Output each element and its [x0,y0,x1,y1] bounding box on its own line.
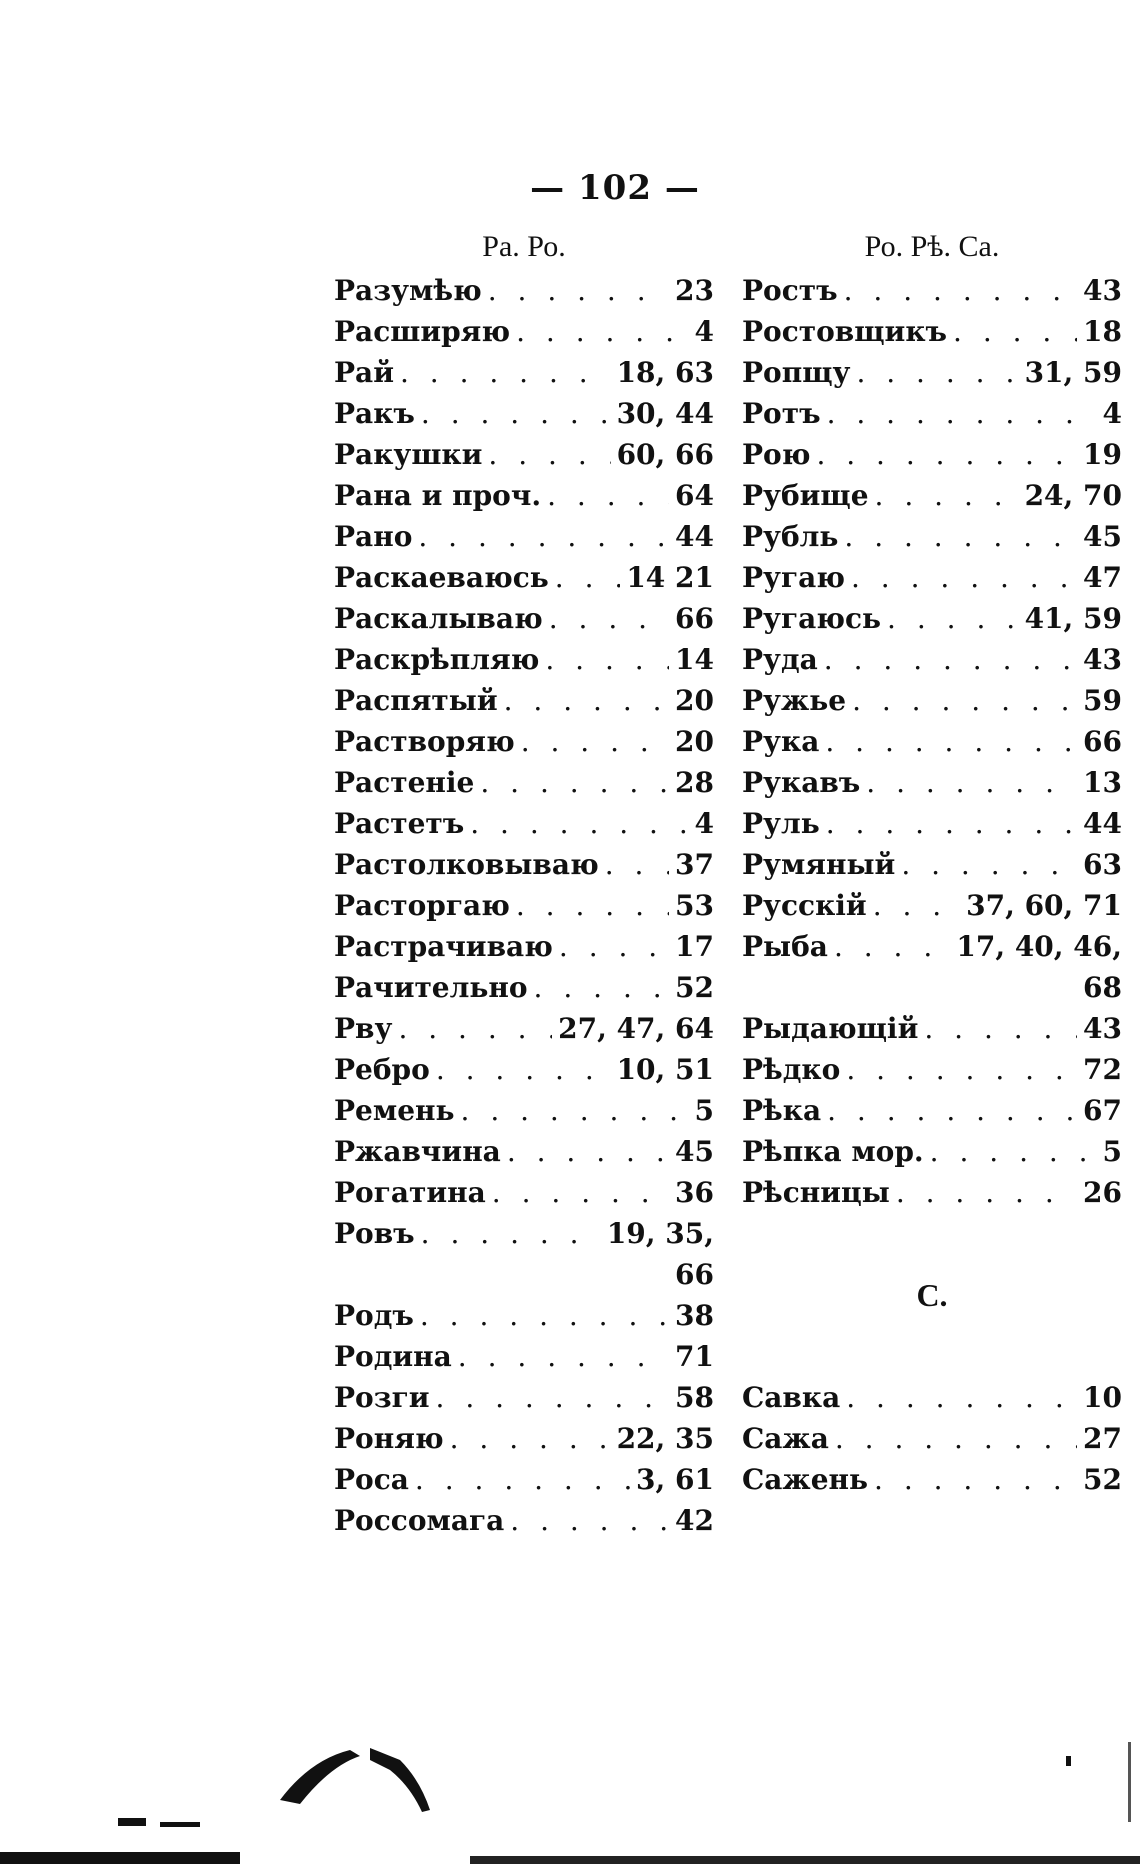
leader-dots [488,270,669,311]
index-entry [334,721,714,762]
leader-dots [844,516,1077,557]
entry-page-refs: 36 [675,1176,714,1209]
index-entry [334,680,714,721]
entry-page-refs: 20 [675,684,714,717]
entry-word: Раскалываю [334,602,543,635]
entry-page-refs: 19 [1083,438,1122,471]
entry-page-refs: 66 [675,1258,714,1291]
entry-page-refs: 38 [675,1299,714,1332]
leader-dots [844,270,1077,311]
leader-dots [421,393,611,434]
entry-page-refs: 47 [1083,561,1122,594]
entry-word: Родина [334,1340,452,1373]
entry-word: Рою [742,438,811,471]
leader-dots [516,311,688,352]
leader-dots [826,803,1077,844]
leader-dots [516,885,669,926]
entry-page-refs: 45 [1083,520,1122,553]
entry-page-refs: 45 [675,1135,714,1168]
index-entry [742,311,1122,352]
entry-page-refs: 44 [1083,807,1122,840]
entry-word: Россомага [334,1504,505,1537]
entry-word: Сажень [742,1463,869,1496]
entry-word: Распятый [334,684,498,717]
leader-dots [856,352,1018,393]
entry-word: Рубль [742,520,839,553]
index-entry [742,639,1122,680]
leader-dots [874,1459,1077,1500]
index-entry [334,1090,714,1131]
leader-dots [521,721,669,762]
leader-dots [605,844,669,885]
leader-dots [436,1377,670,1418]
entry-page-refs: 30, 44 [616,397,714,430]
leader-dots [545,639,669,680]
entry-page-refs: 42 [675,1504,714,1537]
leader-dots [824,639,1077,680]
entry-page-refs: 63 [1083,848,1122,881]
index-entry [334,434,714,475]
entry-word: Рай [334,356,394,389]
entry-word: Рачительно [334,971,528,1004]
index-entry [742,270,1122,311]
leader-dots [549,598,669,639]
entry-page-refs: 4 [1102,397,1122,430]
entry-page-refs: 44 [675,520,714,553]
index-entry [742,1049,1122,1090]
spacer [742,1336,1122,1377]
leader-dots [901,844,1077,885]
leader-dots [924,1008,1077,1049]
entry-word: Растетъ [334,807,465,840]
index-entry [742,1377,1122,1418]
entry-word: Рука [742,725,820,758]
spacer [742,1213,1122,1254]
entry-word: Раскаеваюсь [334,561,549,594]
index-entry [334,598,714,639]
entry-page-refs: 37, 60, 71 [966,889,1122,922]
leader-dots [547,475,669,516]
entry-page-refs: 43 [1083,1012,1122,1045]
leader-dots [875,475,1019,516]
entry-word: Рано [334,520,413,553]
index-entry [742,475,1122,516]
index-entry [334,1131,714,1172]
right-column [742,226,1122,1500]
entry-page-refs: 17, 40, 46, [956,930,1122,963]
leader-dots [458,1336,669,1377]
entry-page-refs: 24, 70 [1024,479,1122,512]
index-entry [334,885,714,926]
section-letter: С. [916,1277,948,1313]
entry-word: Ротъ [742,397,821,430]
entry-word: Румяный [742,848,896,881]
left-entries-list [334,270,714,1541]
scan-edge-mark [470,1856,1140,1864]
entry-word: Рѣдко [742,1053,841,1086]
index-entry [334,762,714,803]
scan-speck [160,1822,200,1827]
entry-page-refs: 14 21 [626,561,714,594]
index-entry [334,475,714,516]
index-entry [334,926,714,967]
leader-dots [480,762,669,803]
leader-dots [835,1418,1077,1459]
leader-dots [461,1090,689,1131]
entry-page-refs: 18, 63 [616,356,714,389]
right-column-header: Ро. Рѣ. Са. [864,230,1000,263]
entry-word: Сажа [742,1422,829,1455]
entry-page-refs: 22, 35 [616,1422,714,1455]
entry-word: Расторгаю [334,889,510,922]
entry-word: Рѣпка мор. [742,1135,924,1168]
index-entry [742,1131,1122,1172]
index-entry [742,1008,1122,1049]
index-entry [334,639,714,680]
entry-page-refs: 5 [1102,1135,1122,1168]
entry-word: Растолковываю [334,848,599,881]
entry-word: Рыба [742,930,828,963]
leader-dots [852,680,1077,721]
entry-page-refs: 10, 51 [616,1053,714,1086]
leader-dots [866,762,1077,803]
entry-word: Расширяю [334,315,511,348]
entry-page-refs: 13 [1083,766,1122,799]
index-entry [742,434,1122,475]
leader-dots [827,393,1097,434]
scan-speck [1066,1756,1071,1766]
index-entry [334,1500,714,1541]
entry-page-refs: 28 [675,766,714,799]
entry-page-refs: 18 [1083,315,1122,348]
entry-page-refs: 59 [1083,684,1122,717]
leader-dots [873,885,960,926]
leader-dots [415,1459,630,1500]
entry-word: Растеніе [334,766,475,799]
entry-word: Ружье [742,684,847,717]
index-entry [334,844,714,885]
leader-dots [450,1418,611,1459]
leader-dots [421,1213,601,1254]
entry-word: Ракушки [334,438,483,471]
entry-page-refs: 41, 59 [1024,602,1122,635]
entry-word: Ремень [334,1094,455,1127]
entry-page-refs: 64 [675,479,714,512]
entry-page-refs: 31, 59 [1024,356,1122,389]
index-entry [334,352,714,393]
entry-word: Роняю [334,1422,444,1455]
entry-page-refs: 4 [694,807,714,840]
entry-word: Ростъ [742,274,838,307]
entry-word: Савка [742,1381,841,1414]
entry-page-refs: 52 [1083,1463,1122,1496]
index-entry [334,1213,714,1254]
index-entry [334,1049,714,1090]
scan-smudge [270,1730,450,1840]
leader-dots [510,1500,669,1541]
index-entry [742,967,1122,1008]
scan-edge-mark [0,1852,240,1864]
entry-word: Руль [742,807,820,840]
leader-dots [555,557,621,598]
leader-dots [507,1131,669,1172]
entry-word: Рогатина [334,1176,486,1209]
index-entry [742,557,1122,598]
entry-word: Ропщу [742,356,851,389]
entry-page-refs: 68 [1083,971,1122,1004]
scan-speck [118,1818,146,1826]
index-entry [742,926,1122,967]
index-entry [334,557,714,598]
section-entries-list [742,1377,1122,1500]
entry-page-refs: 14 [675,643,714,676]
entry-page-refs: 26 [1083,1176,1122,1209]
entry-word: Руда [742,643,818,676]
entry-word: Ругаюсь [742,602,882,635]
index-entry [334,1295,714,1336]
entry-page-refs: 72 [1083,1053,1122,1086]
leader-dots [534,967,669,1008]
index-entry [334,1377,714,1418]
entry-page-refs: 43 [1083,274,1122,307]
leader-dots [436,1049,611,1090]
index-entry [742,885,1122,926]
entry-page-refs: 10 [1083,1381,1122,1414]
entry-word: Рву [334,1012,393,1045]
entry-page-refs: 66 [1083,725,1122,758]
leader-dots [825,721,1077,762]
index-entry [742,352,1122,393]
leader-dots [470,803,688,844]
index-entry [742,721,1122,762]
index-entry [334,1418,714,1459]
index-entry [742,803,1122,844]
leader-dots [896,1172,1077,1213]
leader-dots [418,516,669,557]
entry-word: Ругаю [742,561,845,594]
entry-word: Разумѣю [334,274,482,307]
entry-page-refs: 37 [675,848,714,881]
entry-word: Ровъ [334,1217,415,1250]
index-entry [334,967,714,1008]
index-entry [334,516,714,557]
index-entry [334,1459,714,1500]
index-entry [742,762,1122,803]
entry-page-refs: 23 [675,274,714,307]
entry-word: Ракъ [334,397,415,430]
entry-page-refs: 5 [694,1094,714,1127]
entry-page-refs: 60, 66 [616,438,714,471]
index-entry [742,1459,1122,1500]
leader-dots [851,557,1077,598]
index-entry [334,1336,714,1377]
index-entry [334,1254,714,1295]
entry-page-refs: 27, 47, 64 [558,1012,714,1045]
entry-page-refs: 4 [694,315,714,348]
entry-word: Ржавчина [334,1135,501,1168]
leader-dots [846,1377,1077,1418]
index-entry [334,393,714,434]
leader-dots [846,1049,1077,1090]
entry-page-refs: 71 [675,1340,714,1373]
entry-word: Рана и проч. [334,479,542,512]
entry-word: Рубище [742,479,869,512]
left-column [334,226,714,1541]
index-entry [334,1008,714,1049]
entry-page-refs: 19, 35, [606,1217,714,1250]
leader-dots [559,926,669,967]
entry-page-refs: 3, 61 [636,1463,714,1496]
entry-page-refs: 27 [1083,1422,1122,1455]
entry-page-refs: 53 [675,889,714,922]
index-entry [334,803,714,844]
entry-word: Ростовщикъ [742,315,948,348]
leader-dots [953,311,1077,352]
entry-page-refs: 58 [675,1381,714,1414]
entry-word: Русскій [742,889,867,922]
leader-dots [816,434,1077,475]
index-entry [742,516,1122,557]
index-entry [742,393,1122,434]
leader-dots [930,1131,1097,1172]
leader-dots [420,1295,669,1336]
leader-dots [887,598,1019,639]
index-entry [742,1090,1122,1131]
left-column-header: Ра. Ро. [482,230,566,263]
index-entry [334,270,714,311]
entry-word: Растворяю [334,725,515,758]
leader-dots [504,680,669,721]
entry-page-refs: 43 [1083,643,1122,676]
leader-dots [488,434,610,475]
leader-dots [834,926,950,967]
entry-word: Растрачиваю [334,930,553,963]
entry-page-refs: 66 [675,602,714,635]
entry-word: Роса [334,1463,409,1496]
index-entry [742,598,1122,639]
entry-word: Родъ [334,1299,414,1332]
entry-word: Ребро [334,1053,430,1086]
entry-page-refs: 20 [675,725,714,758]
entry-word: Рыдающій [742,1012,919,1045]
entry-page-refs: 17 [675,930,714,963]
entry-page-refs: 52 [675,971,714,1004]
entry-word: Розги [334,1381,430,1414]
entry-page-refs: 67 [1083,1094,1122,1127]
leader-dots [400,352,611,393]
leader-dots [827,1090,1077,1131]
leader-dots [492,1172,669,1213]
entry-word: Рѣсницы [742,1176,890,1209]
index-entry [334,1172,714,1213]
index-entry [334,311,714,352]
leader-dots [398,1008,552,1049]
scan-line [1128,1742,1131,1822]
index-entry [742,680,1122,721]
entry-word: Рѣка [742,1094,822,1127]
index-entry [742,1418,1122,1459]
entry-word: Рукавъ [742,766,861,799]
index-entry [742,1172,1122,1213]
page-number: — 102 — [530,168,700,208]
entry-word: Раскрѣпляю [334,643,540,676]
index-entry [742,844,1122,885]
right-entries-list [742,270,1122,1213]
